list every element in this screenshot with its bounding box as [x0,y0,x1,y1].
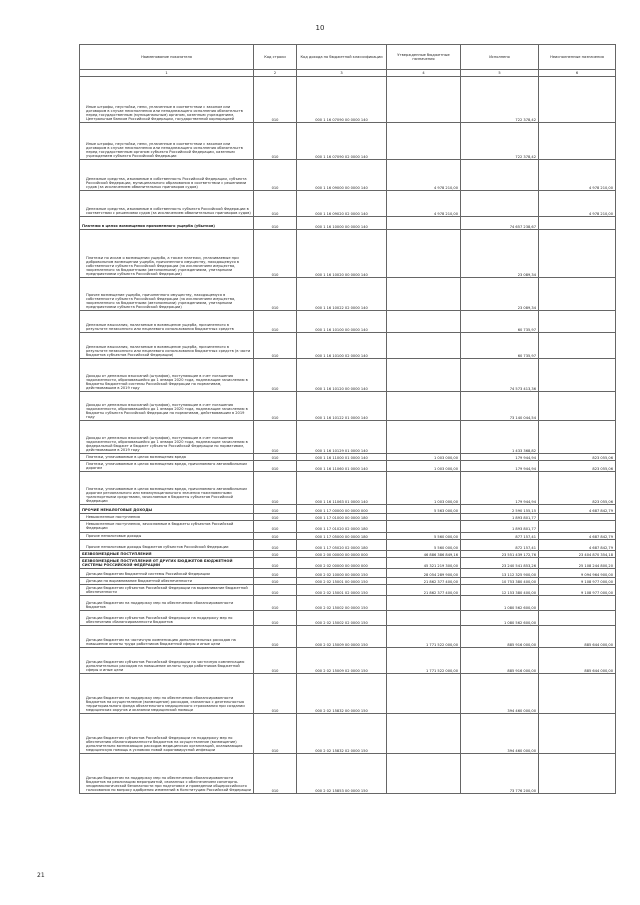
row-executed: 179 944,94 [461,454,539,461]
row-unexecuted: 25 108 244 800,20 [539,557,616,568]
table-row [80,278,616,311]
row-executed: 12 153 380 400,00 [461,585,539,596]
row-executed: 722 378,42 [461,77,539,123]
row-budget-code: 000 2 02 15001 02 0000 150 [297,585,387,596]
table-row [80,521,616,532]
row-name: Дотации бюджетам на поддержку мер по обеспечению сбалансированности бюджетов [80,596,254,611]
row-name: Дотации бюджетам субъектов Российской Федерации на поддержку мер по обеспечению сбалансированности бюджетов [80,611,254,626]
row-name: Дотации бюджетам бюджетной системы Российской Федерации [80,568,254,577]
header-executed: Исполнено [461,45,539,70]
row-approved: 1 003 000,00 [387,461,461,472]
row-executed: 1 080 562 600,00 [461,611,539,626]
table-row [80,754,616,794]
row-budget-code: 000 1 16 11060 01 0000 140 [297,461,387,472]
row-budget-code: 000 1 17 00000 00 0000 000 [297,505,387,514]
row-unexecuted [539,217,616,230]
row-approved [387,521,461,532]
row-code: 010 [254,532,297,539]
row-approved [387,123,461,160]
row-approved: 21 862 377 400,00 [387,577,461,584]
row-budget-code: 000 1 16 09000 00 0000 140 [297,160,387,191]
row-budget-code: 000 1 17 05000 00 0000 180 [297,532,387,539]
table-row [80,77,616,123]
table-row [80,539,616,550]
row-name: Платежи в целях возмещения причиненного ущерба (убытков) [80,217,254,230]
table-row [80,611,616,626]
row-unexecuted: 823 055,06 [539,454,616,461]
row-name: Платежи по искам о возмещении ущерба, а также платежи, уплачиваемые при добровольном возмещении ущерба, причиненного имуществу, находящемуся в собственности субъекта Российской Федерации (за исключением имущества, закрепленного за бюджетными (автономными) учреждениями, унитарными предприятиями субъекта Российской Федерации) [80,230,254,278]
column-number: 1 [80,70,254,77]
row-unexecuted [539,278,616,311]
row-code: 010 [254,674,297,714]
row-budget-code: 000 1 17 01000 00 0000 180 [297,514,387,521]
row-approved [387,611,461,626]
table-row [80,217,616,230]
table-header-row [80,45,616,70]
row-budget-code: 000 2 02 15009 00 0000 150 [297,626,387,648]
row-code: 010 [254,514,297,521]
row-unexecuted [539,333,616,359]
row-executed: 877 157,41 [461,532,539,539]
row-unexecuted: 23 404 870 354,18 [539,550,616,557]
row-unexecuted [539,230,616,278]
table-row [80,626,616,648]
row-executed: 74 573 413,36 [461,359,539,392]
row-name: Доходы от денежных взысканий (штрафов), поступающие в счет погашения задолженности, образовавшейся до 1 января 2020 года, подлежащие зачислению в федеральный бюджет и бюджет субъекта Российской Федерации по нормативам, действовавшим в 2019 году [80,421,254,454]
row-name: Денежные взыскания, налагаемые в возмещение ущерба, причиненного в результате незаконного или нецелевого использования бюджетных средств [80,311,254,333]
row-executed: 1 893 801,77 [461,514,539,521]
table-row [80,585,616,596]
row-budget-code: 000 1 16 11000 01 0000 140 [297,454,387,461]
row-code: 010 [254,557,297,568]
row-approved [387,392,461,421]
row-executed: 179 944,94 [461,461,539,472]
row-code: 010 [254,392,297,421]
row-approved: 28 054 289 900,00 [387,568,461,577]
row-approved [387,421,461,454]
table-row [80,577,616,584]
row-executed: 1 080 562 600,00 [461,596,539,611]
row-code: 010 [254,454,297,461]
row-approved [387,714,461,754]
row-budget-code: 000 1 16 10000 00 0000 140 [297,217,387,230]
row-code: 010 [254,568,297,577]
row-executed: 23 240 541 853,26 [461,557,539,568]
row-budget-code: 000 1 17 05020 02 0000 180 [297,539,387,550]
row-approved [387,674,461,714]
row-approved [387,333,461,359]
row-name: Невыясненные поступления [80,514,254,521]
row-unexecuted [539,77,616,123]
row-budget-code: 000 1 17 01020 02 0000 180 [297,521,387,532]
row-name: БЕЗВОЗМЕЗДНЫЕ ПОСТУПЛЕНИЯ ОТ ДРУГИХ БЮДЖЕТОВ БЮДЖЕТНОЙ СИСТЕМЫ РОССИЙСКОЙ ФЕДЕРАЦИИ [80,557,254,568]
row-approved [387,278,461,311]
row-approved: 5 563 000,00 [387,505,461,514]
row-executed: 60 735,97 [461,311,539,333]
row-budget-code: 000 1 16 10122 01 0000 140 [297,392,387,421]
row-approved [387,311,461,333]
row-name: Платежи, уплачиваемые в целях возмещения вреда, причиняемого автомобильным дорогам [80,461,254,472]
table-row [80,472,616,505]
row-name: Прочее возмещение ущерба, причиненного имуществу, находящемуся в собственности субъекта Российской Федерации (за исключением имущества, закрепленного за бюджетными (автономными) учреждениями, унитарными предприятиями субъекта Российской Федерации) [80,278,254,311]
row-budget-code: 000 2 02 15002 00 0000 150 [297,596,387,611]
row-executed [461,160,539,191]
row-unexecuted [539,754,616,794]
row-approved: 1 003 000,00 [387,454,461,461]
table-row [80,648,616,674]
row-executed: 2 590 155,15 [461,505,539,514]
row-approved [387,359,461,392]
row-executed [461,191,539,217]
page-number: 10 [315,24,325,32]
row-budget-code: 000 2 02 15002 02 0000 150 [297,611,387,626]
row-unexecuted: 9 094 964 900,00 [539,568,616,577]
row-unexecuted: 4 978 210,00 [539,191,616,217]
row-code: 010 [254,123,297,160]
table-row [80,461,616,472]
row-name: Прочие неналоговые доходы [80,532,254,539]
row-executed: 73 140 044,54 [461,392,539,421]
row-executed: 13 112 325 900,00 [461,568,539,577]
row-approved: 1 771 522 000,00 [387,626,461,648]
row-budget-code: 000 1 16 10120 00 0000 140 [297,359,387,392]
row-unexecuted [539,392,616,421]
row-approved: 4 978 210,00 [387,160,461,191]
row-approved [387,514,461,521]
column-number: 3 [297,70,387,77]
row-executed: 394 460 000,00 [461,714,539,754]
row-unexecuted: 4 687 842,79 [539,532,616,539]
row-budget-code: 000 2 02 15832 00 0000 150 [297,674,387,714]
row-name: Денежные средства, изымаемые в собственность субъекта Российской Федерации в соответствии с решениями судов (за исключением обвинительных приговоров судов) [80,191,254,217]
row-name: Платежи, уплачиваемые в целях возмещения вреда, причиняемого автомобильным дорогам регионального или межмуниципального значения тяжеловесными транспортными средствами, зачисляемые в бюджеты субъектов Российской Федерации [80,472,254,505]
table-row [80,550,616,557]
header-unexecuted: Неисполненные назначения [539,45,616,70]
row-name: Доходы от денежных взысканий (штрафов), поступающие в счет погашения задолженности, образовавшейся до 1 января 2020 года, подлежащие зачислению в бюджеты субъекта Российской Федерации по нормативам, действовавшим в 2019 году [80,392,254,421]
row-approved: 1 003 000,00 [387,472,461,505]
row-approved: 21 862 377 400,00 [387,585,461,596]
row-unexecuted [539,123,616,160]
row-code: 010 [254,585,297,596]
row-executed: 23 089,34 [461,278,539,311]
row-budget-code: 000 1 16 10022 02 0000 140 [297,278,387,311]
table-row [80,191,616,217]
row-budget-code: 000 1 16 11063 01 0000 140 [297,472,387,505]
row-budget-code: 000 2 00 00000 00 0000 000 [297,550,387,557]
row-approved: 5 560 000,00 [387,539,461,550]
row-name: Иные штрафы, неустойки, пени, уплаченные в соответствии с законом или договором в случае неисполнения или ненадлежащего исполнения обязательств перед государственным органом субъекта Российской Федерации, казенным учреждением субъекта Российской Федерации [80,123,254,160]
row-name: Дотации бюджетам субъектов Российской Федерации на частичную компенсацию дополнительных расходов на повышение оплаты труда работников бюджетной сферы и иные цели [80,648,254,674]
row-budget-code: 000 1 16 07090 00 0000 140 [297,77,387,123]
row-approved: 1 771 522 000,00 [387,648,461,674]
row-executed: 1 893 801,77 [461,521,539,532]
row-executed: 885 916 000,00 [461,648,539,674]
row-unexecuted [539,359,616,392]
row-approved [387,596,461,611]
header-budget-code: Код дохода по бюджетной классификации [297,45,387,70]
row-budget-code: 000 2 02 00000 00 0000 000 [297,557,387,568]
table-row [80,514,616,521]
row-code: 010 [254,505,297,514]
column-number: 5 [461,70,539,77]
row-approved: 45 321 219 300,00 [387,557,461,568]
row-budget-code: 000 1 16 07090 02 0000 140 [297,123,387,160]
header-code: Код строки [254,45,297,70]
row-unexecuted: 885 644 000,00 [539,626,616,648]
row-code: 010 [254,714,297,754]
row-unexecuted [539,714,616,754]
row-name: Дотации бюджетам на частичную компенсацию дополнительных расходов на повышение оплаты труда работников бюджетной сферы и иные цели [80,626,254,648]
row-executed: 722 378,42 [461,123,539,160]
row-executed: 23 089,34 [461,230,539,278]
row-unexecuted: 4 978 210,00 [539,160,616,191]
row-code: 010 [254,191,297,217]
row-executed: 23 551 439 172,76 [461,550,539,557]
row-name: Дотации бюджетам субъектов Российской Федерации на выравнивание бюджетной обеспеченности [80,585,254,596]
row-code: 010 [254,539,297,550]
row-unexecuted: 4 687 842,79 [539,505,616,514]
row-code: 010 [254,278,297,311]
column-number: 4 [387,70,461,77]
row-name: Дотации бюджетам на поддержку мер по обеспечению сбалансированности бюджетов на реализацию мероприятий, связанных с обеспечением санитарно-эпидемиологической безопасности при подготовке и проведении общероссийского голосования по вопросу одобрения изменений в Конституцию Российской Федерации [80,754,254,794]
row-executed: 74 657 238,67 [461,217,539,230]
row-code: 010 [254,577,297,584]
row-budget-code: 000 2 02 15832 02 0000 150 [297,714,387,754]
row-code: 010 [254,461,297,472]
row-approved [387,754,461,794]
table-row [80,421,616,454]
row-unexecuted [539,514,616,521]
row-name: ПРОЧИЕ НЕНАЛОГОВЫЕ ДОХОДЫ [80,505,254,514]
row-name: Невыясненные поступления, зачисляемые в бюджеты субъектов Российской Федерации [80,521,254,532]
row-code: 010 [254,648,297,674]
row-name: Доходы от денежных взысканий (штрафов), поступающие в счет погашения задолженности, образовавшейся до 1 января 2020 года, подлежащие зачислению в бюджеты бюджетной системы Российской Федерации по нормативам, действовавшим в 2019 году [80,359,254,392]
row-code: 010 [254,754,297,794]
row-name: Иные штрафы, неустойки, пени, уплаченные в соответствии с законом или договором в случае неисполнения или ненадлежащего исполнения обязательств перед государственным (муниципальным) органом, казенным учреждением, Центральным банком Российской Федерации, государственной корпорацией [80,77,254,123]
row-executed: 1 433 368,82 [461,421,539,454]
column-numbers-row [80,70,616,77]
row-approved: 46 886 386 849,16 [387,550,461,557]
row-approved: 4 978 210,00 [387,191,461,217]
table-row [80,123,616,160]
table-row [80,333,616,359]
row-budget-code: 000 2 02 15001 00 0000 150 [297,577,387,584]
table-row [80,557,616,568]
row-executed: 73 776 200,00 [461,754,539,794]
row-budget-code: 000 2 02 15853 00 0000 150 [297,754,387,794]
row-code: 010 [254,611,297,626]
table-row [80,454,616,461]
row-approved [387,230,461,278]
row-code: 010 [254,472,297,505]
row-unexecuted: 9 108 977 000,00 [539,585,616,596]
row-unexecuted: 885 644 000,00 [539,648,616,674]
row-executed: 885 916 000,00 [461,626,539,648]
table-row [80,568,616,577]
table-row [80,230,616,278]
row-budget-code: 000 1 16 10129 01 0000 140 [297,421,387,454]
table-row [80,160,616,191]
row-unexecuted [539,611,616,626]
row-name: Дотации бюджетам субъектов Российской Федерации на поддержку мер по обеспечению сбалансированности бюджетов на осуществление (возмещение) дополнительно возникающих расходов медицинских организаций, оказывающих медицинскую помощь в условиях новой коронавирусной инфекции [80,714,254,754]
row-unexecuted [539,311,616,333]
row-executed: 394 460 000,00 [461,674,539,714]
row-budget-code: 000 2 02 10000 00 0000 150 [297,568,387,577]
row-unexecuted [539,596,616,611]
table-row [80,392,616,421]
row-budget-code: 000 2 02 15009 02 0000 150 [297,648,387,674]
table-row [80,532,616,539]
row-approved [387,217,461,230]
row-code: 010 [254,550,297,557]
row-unexecuted: 4 687 842,79 [539,539,616,550]
row-code: 010 [254,217,297,230]
row-code: 010 [254,596,297,611]
table-row [80,596,616,611]
row-budget-code: 000 1 16 10020 00 0000 140 [297,230,387,278]
header-approved: Утвержденные бюджетные назначения [387,45,461,70]
row-unexecuted: 823 055,06 [539,461,616,472]
row-budget-code: 000 1 16 10100 00 0000 140 [297,311,387,333]
row-executed: 60 735,97 [461,333,539,359]
row-name: Дотации на выравнивание бюджетной обеспеченности [80,577,254,584]
row-executed: 872 157,41 [461,539,539,550]
row-approved [387,77,461,123]
table-row [80,674,616,714]
row-approved: 5 560 000,00 [387,532,461,539]
column-number: 2 [254,70,297,77]
row-budget-code: 000 1 16 10100 02 0000 140 [297,333,387,359]
table-row [80,311,616,333]
row-code: 010 [254,77,297,123]
row-executed: 179 944,94 [461,472,539,505]
row-name: Платежи, уплачиваемые в целях возмещения вреда [80,454,254,461]
row-code: 010 [254,521,297,532]
sheet-number: 21 [37,872,45,879]
row-unexecuted: 9 108 977 000,00 [539,577,616,584]
table-row [80,359,616,392]
row-name: Денежные взыскания, налагаемые в возмещение ущерба, причиненного в результате незаконного или нецелевого использования бюджетных средств (в части бюджетов субъектов Российской Федерации) [80,333,254,359]
row-name: Прочие неналоговые доходы бюджетов субъектов Российской Федерации [80,539,254,550]
row-code: 010 [254,160,297,191]
table-row [80,714,616,754]
column-number: 6 [539,70,616,77]
row-code: 010 [254,230,297,278]
header-name: Наименование показателя [80,45,254,70]
table-row [80,505,616,514]
row-name: БЕЗВОЗМЕЗДНЫЕ ПОСТУПЛЕНИЯ [80,550,254,557]
income-report-table [79,44,616,794]
row-unexecuted [539,421,616,454]
row-budget-code: 000 1 16 09020 02 0000 140 [297,191,387,217]
row-unexecuted: 823 055,06 [539,472,616,505]
row-unexecuted [539,521,616,532]
row-code: 010 [254,421,297,454]
row-code: 010 [254,626,297,648]
row-name: Денежные средства, изымаемые в собственность Российской Федерации, субъекта Российской Федерации, муниципального образования в соответствии с решениями судов (за исключением обвинительных приговоров судов) [80,160,254,191]
row-code: 010 [254,359,297,392]
row-unexecuted [539,674,616,714]
row-code: 010 [254,333,297,359]
row-name: Дотации бюджетам на поддержку мер по обеспечению сбалансированности бюджетов на осуществление (возмещение) расходов, связанных с деятельностью территориального фонда обязательного медицинского страхования при создании медицинских округов и оказании медицинской помощи [80,674,254,714]
row-code: 010 [254,311,297,333]
row-executed: 10 753 380 400,00 [461,577,539,584]
